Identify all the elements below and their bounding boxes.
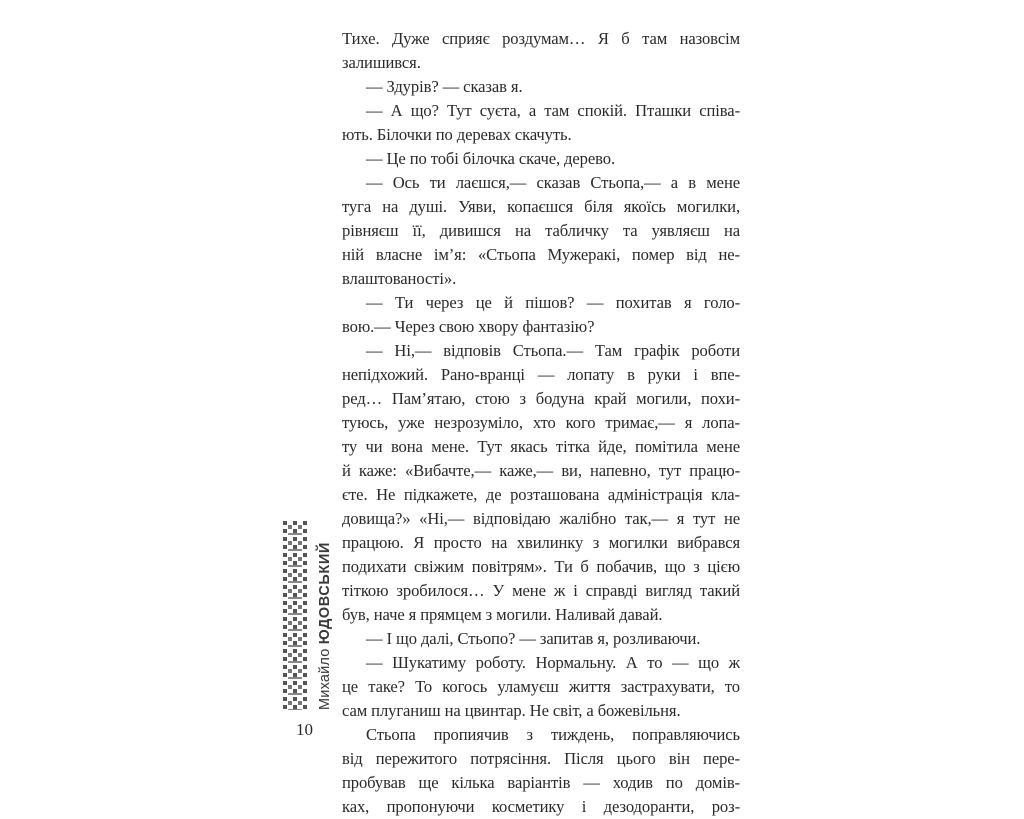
author-first-name: Михайло [317, 648, 333, 710]
text-line: ред… Пам’ятаю, стою з бодуна край могили, похи- [342, 389, 740, 408]
text-line: влаштованості». [342, 269, 457, 288]
text-line: від пережитого потрясіння. Після цього він пере- [342, 749, 740, 768]
text-line: вою.— Через свою хвору фантазію? [342, 317, 595, 336]
text-line: Тихе. Дуже сприяє роздумам… Я б там назовсім [342, 29, 740, 48]
author-name [316, 542, 334, 710]
text-line: туга на душі. Уяви, копаєшся біля якоїсь могилки, [342, 197, 740, 216]
text-line: ту чи вона мене. Тут якась тітка йде, помітила мене [342, 437, 740, 456]
page-body-text [342, 27, 740, 819]
text-line: й каже: «Вибачте,— каже,— ви, напевно, тут працю- [342, 461, 740, 480]
text-line: — Це по тобі білочка скаче, дерево. [366, 149, 615, 168]
text-line: єте. Не підкажете, де розташована адміністрація кла- [342, 485, 740, 504]
text-line: тіткою зробилося… У мене ж і справді вигляд такий [342, 581, 740, 600]
text-line: — Ти через це й пішов? — похитав я голо- [366, 293, 740, 312]
text-line: працюю. Я просто на хвилинку з могилки вибрався [342, 533, 740, 552]
text-line: залишився. [342, 53, 421, 72]
text-line: ють. Білочки по деревах скачуть. [342, 125, 572, 144]
author-last-name: ЮДОВСЬКИЙ [317, 542, 333, 645]
text-line: ній власне ім’я: «Стьопа Мужеракі, помер від не- [342, 245, 740, 264]
text-line: непідхожий. Рано-вранці — лопату в руки і впе- [342, 365, 740, 384]
text-line: був, наче я прямцем з могили. Наливай давай. [342, 605, 663, 624]
text-line: довища?» «Ні,— відповідаю жалібно так,— я тут не [342, 509, 740, 528]
text-line: туюсь, уже незрозуміло, хто кого тримає,— я лопа- [342, 413, 740, 432]
text-line: сам плуганиш на цвинтар. Не світ, а божевільня. [342, 701, 681, 720]
text-line: — Шукатиму роботу. Нормальну. А то — що ж [366, 653, 740, 672]
text-line: ках, пропонуючи косметику і дезодоранти, роз- [342, 797, 740, 816]
author-side-strip [282, 520, 338, 710]
page-number: 10 [296, 720, 313, 739]
text-line: — Здурів? — сказав я. [366, 77, 523, 96]
text-line: подихати свіжим повітрям». Ти б побачив, що з цією [342, 557, 740, 576]
text-line: це таке? То когось уламуєш життя застрахувати, то [342, 677, 740, 696]
text-line: рівняєш її, дивишся на табличку та уявляєш на [342, 221, 740, 240]
text-line: — Ні,— відповів Стьопа.— Там графік роботи [366, 341, 740, 360]
ornament-decoration [282, 520, 308, 710]
text-line: пробував ще кілька варіантів — ходив по домів- [342, 773, 740, 792]
text-line: — А що? Тут суєта, а там спокій. Пташки співа- [366, 101, 740, 120]
text-line: Стьопа пропиячив з тиждень, поправляючись [366, 725, 740, 744]
text-line: — І що далі, Стьопо? — запитав я, розливаючи. [366, 629, 701, 648]
text-line: — Ось ти лаєшся,— сказав Стьопа,— а в мене [366, 173, 740, 192]
